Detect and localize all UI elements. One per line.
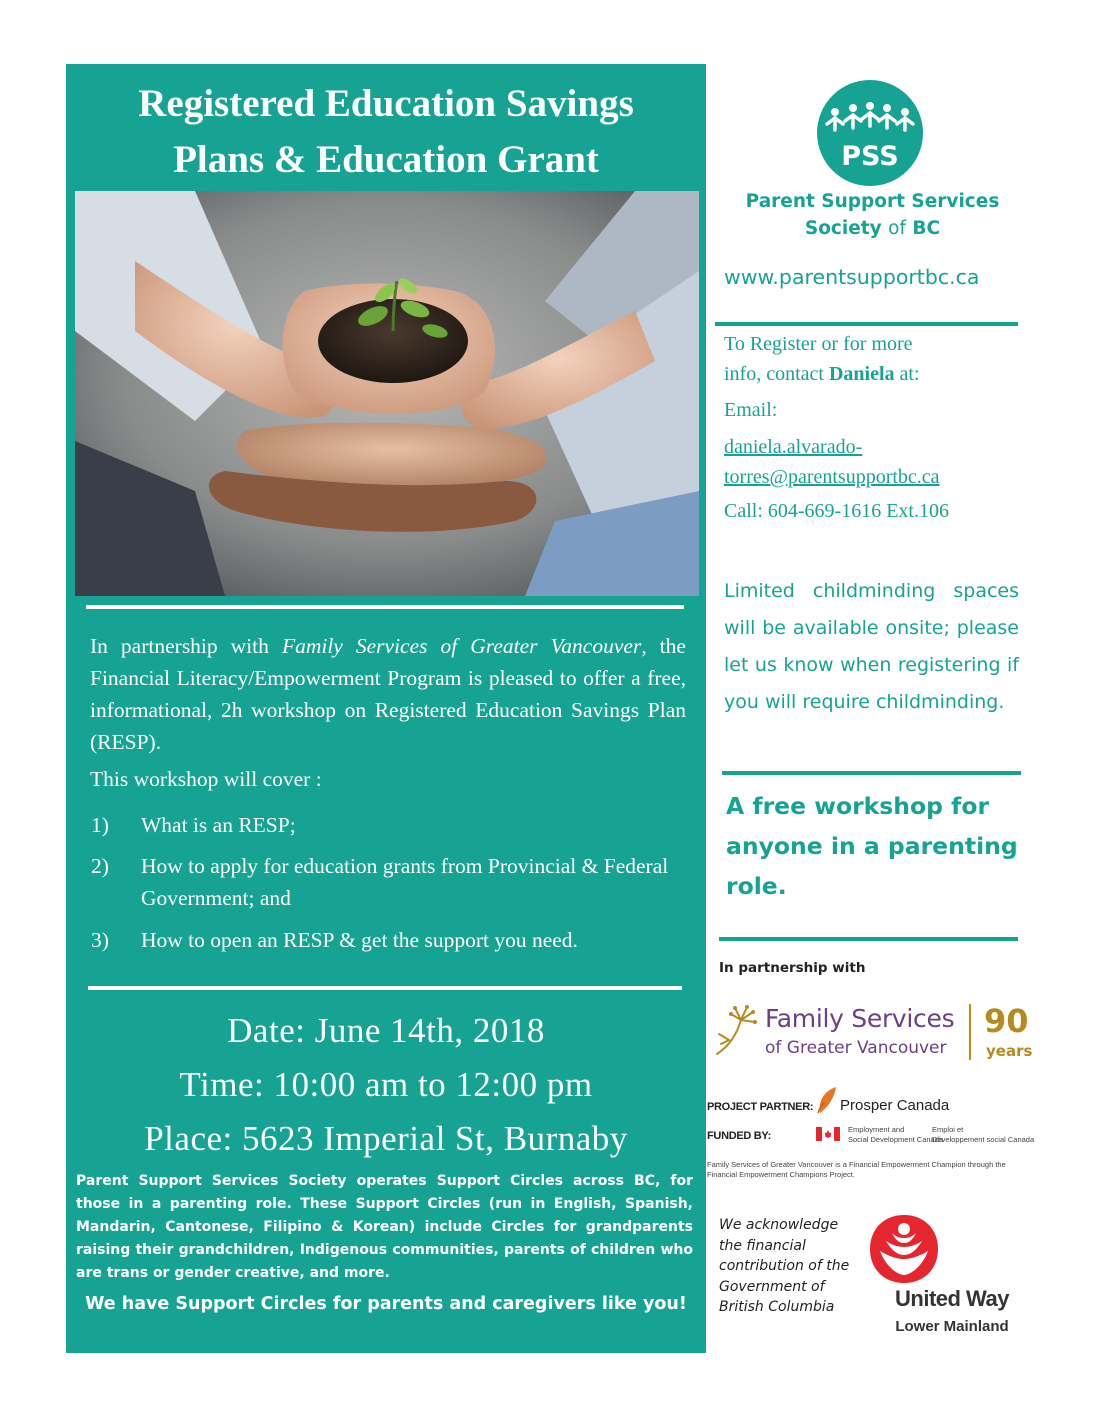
prosper-canada-name: Prosper Canada: [840, 1097, 950, 1114]
family-services-region: of Greater Vancouver: [765, 1038, 947, 1058]
esdc-english: Employment and Social Development Canada: [848, 1125, 944, 1144]
divider-rule: [722, 771, 1021, 775]
event-date: Date: June 14th, 2018: [227, 1011, 545, 1050]
email-label: Email:: [724, 399, 778, 421]
hands-seedling-illustration: [75, 191, 699, 596]
esdc-french: Emploi et Développement social Canada: [932, 1125, 1035, 1144]
topic-number: 3): [91, 928, 109, 952]
pss-logo: [815, 78, 925, 188]
register-line-2: info, contact Daniela at:: [724, 363, 920, 385]
title-line-2: Plans & Education Grant: [173, 138, 599, 181]
hero-photo-hands-seedling: [75, 191, 699, 596]
topic-number: 2): [91, 854, 109, 878]
divider-rule: [88, 986, 682, 990]
free-workshop-heading: A free workshop for anyone in a parenting role.: [726, 792, 1018, 900]
anniversary-number: 90: [984, 1002, 1029, 1040]
workshop-cover-label: This workshop will cover :: [90, 767, 322, 791]
partnership-label: In partnership with: [719, 960, 866, 976]
intro-text-part1: In partnership with: [90, 634, 282, 658]
anniversary-word: years: [986, 1042, 1033, 1060]
topic-text: How to apply for education grants from Provincial & Federal Government; and: [141, 854, 669, 910]
topic-number: 1): [91, 813, 109, 837]
email-link[interactable]: daniela.alvarado- torres@parentsupportbc.ca: [724, 436, 940, 488]
family-services-name: Family Services: [765, 1004, 955, 1033]
champion-note: Family Services of Greater Vancouver is a Financial Empowerment Champion through the Financial Empowerment Champions Project.: [707, 1160, 1006, 1179]
org-name: [710, 188, 1035, 242]
united-way-name: United Way: [895, 1286, 1009, 1311]
phone-number: Call: 604-669-1616 Ext.106: [724, 500, 949, 522]
canada-flag-icon: [816, 1127, 840, 1141]
project-partner-label: PROJECT PARTNER:: [707, 1101, 814, 1113]
pss-logo-text: PSS: [841, 141, 899, 172]
page-title: [66, 76, 706, 188]
intro-paragraph: [90, 630, 686, 758]
society-description: Parent Support Services Society operates Support Circles across BC, for those in a parenting role. These Support Circles (run in English, Spanish, Mandarin, Cantonese, Filipino & Korean) include Circles for grandparents raising their grandchildren, Indigenous communities, parents of children who are trans or gender creative, and more.: [76, 1173, 693, 1281]
funded-by-label: FUNDED BY:: [707, 1130, 772, 1142]
logo-divider: [969, 1004, 971, 1060]
website-link[interactable]: www.parentsupportbc.ca: [724, 265, 980, 289]
event-place: Place: 5623 Imperial St, Burnaby: [144, 1119, 628, 1158]
register-line-1: To Register or for more: [724, 333, 913, 355]
united-way-logo-icon: [866, 1211, 942, 1287]
support-circles-tagline: We have Support Circles for parents and caregivers like you!: [85, 1294, 687, 1314]
bc-government-acknowledgement: We acknowledge the financial contribution of the Government of British Columbia: [719, 1217, 850, 1315]
org-name-line-2: Society of BC: [804, 218, 941, 239]
topic-text: How to open an RESP & get the support you need.: [141, 928, 578, 952]
event-time: Time: 10:00 am to 12:00 pm: [179, 1065, 593, 1104]
intro-text-part2: , the Financial Literacy/Empowerment Program is pleased to offer a free, informational, 2h workshop on Registered Education Savings Plan (RESP).: [90, 634, 686, 754]
topic-text: What is an RESP;: [141, 813, 296, 837]
prosper-canada-leaf-icon: [816, 1085, 838, 1115]
childminding-note: Limited childminding spaces will be available onsite; please let us know when registering if you will require childminding.: [724, 580, 1019, 713]
united-way-region: Lower Mainland: [895, 1318, 1009, 1335]
divider-rule: [86, 605, 684, 609]
contact-name: Daniela: [828, 363, 895, 385]
divider-rule: [715, 322, 1018, 326]
title-line-1: Registered Education Savings: [138, 82, 634, 125]
pss-logo-icon: [815, 78, 925, 188]
org-name-line-1: Parent Support Services: [745, 191, 1000, 212]
dandelion-icon: [707, 1004, 765, 1060]
intro-partner-name: Family Services of Greater Vancouver: [281, 634, 642, 658]
divider-rule: [719, 937, 1018, 941]
family-services-logo: [707, 1002, 1037, 1064]
